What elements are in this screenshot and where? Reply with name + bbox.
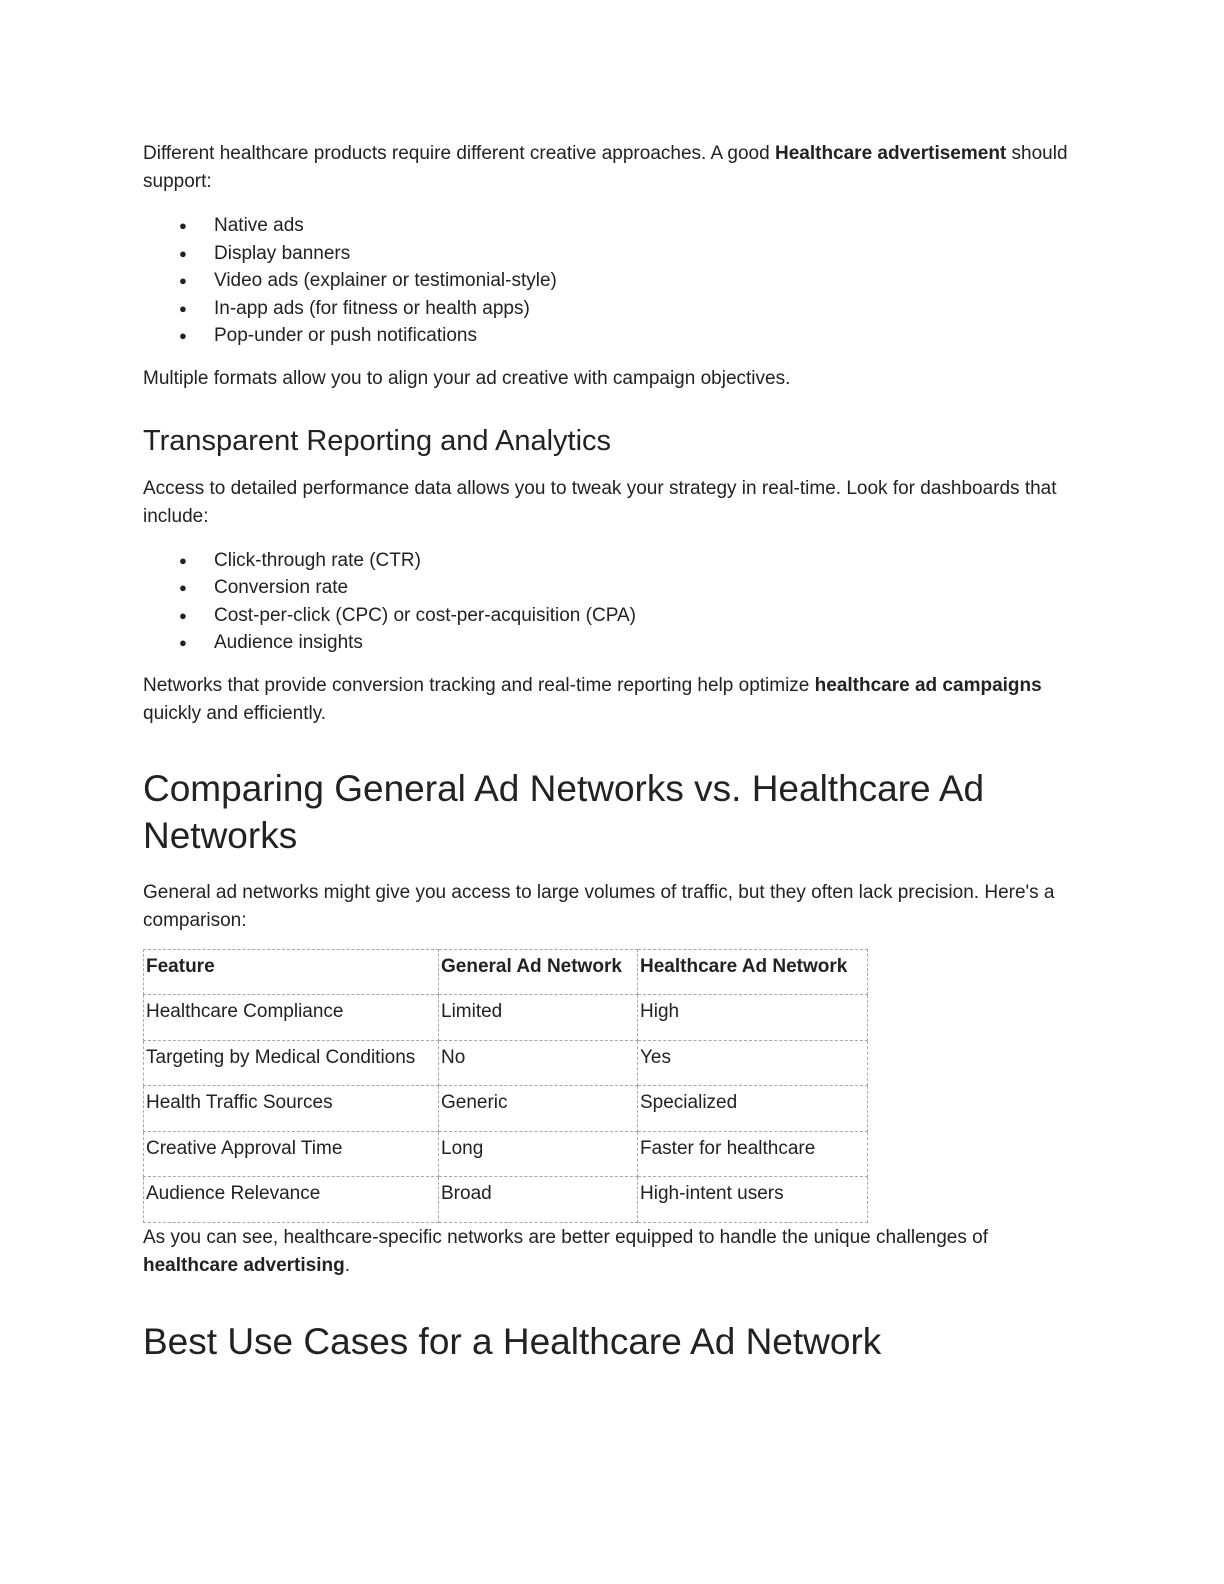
comparison-intro: General ad networks might give you access to large volumes of traffic, but they often lack precision. Here's a comparison: [143,881,1055,931]
list-item: ● Video ads (explainer or testimonial-style) [143,267,1083,295]
table-cell: Limited [439,995,638,1041]
table-header-healthcare: Healthcare Ad Network [638,949,868,995]
list-item: ● Display banners [143,240,1083,268]
intro-bold-term: Healthcare advertisement [774,143,1007,164]
table-cell: Audience Relevance [144,1177,439,1223]
table-row [144,1040,868,1086]
reporting-list [143,547,1083,657]
use-cases-heading: Best Use Cases for a Healthcare Ad Network [143,1320,882,1362]
comparison-heading: Comparing General Ad Networks vs. Healthcare Ad Networks [143,767,985,856]
table-cell: High-intent users [638,1177,868,1223]
table-cell: No [439,1040,638,1086]
table-row [144,1086,868,1132]
table-cell: Healthcare Compliance [144,995,439,1041]
comparison-bold-term: healthcare advertising [143,1254,345,1276]
comparison-table [143,949,868,1223]
reporting-heading: Transparent Reporting and Analytics [143,424,612,457]
list-item: ● Native ads [143,212,1083,240]
document-page [143,140,1083,1365]
table-cell: Targeting by Medical Conditions [144,1040,439,1086]
table-header-feature: Feature [144,949,439,995]
list-item: ● Pop-under or push notifications [143,322,1083,350]
table-cell: Specialized [638,1086,868,1132]
intro-paragraph: Different healthcare products require different creative approaches. A good Healthcare advertisement should support: [143,143,1068,192]
table-cell: Faster for healthcare [638,1131,868,1177]
table-cell: Generic [439,1086,638,1132]
reporting-bold-term: healthcare ad campaigns [814,674,1042,696]
formats-list [143,212,1083,350]
table-cell: Health Traffic Sources [144,1086,439,1132]
table-cell: Broad [439,1177,638,1223]
table-row [144,995,868,1041]
list-item: ● Conversion rate [143,574,1083,602]
list-item: ● Audience insights [143,629,1083,657]
table-cell: Long [439,1131,638,1177]
table-row [144,1177,868,1223]
table-cell: High [638,995,868,1041]
list-item: ● In-app ads (for fitness or health apps) [143,295,1083,323]
list-item: ● Cost-per-click (CPC) or cost-per-acquisition (CPA) [143,602,1083,630]
list-item: ● Click-through rate (CTR) [143,547,1083,575]
table-row [144,1131,868,1177]
reporting-intro: Access to detailed performance data allows you to tweak your strategy in real-time. Look for dashboards that include: [143,477,1057,527]
table-cell: Yes [638,1040,868,1086]
table-header-row [144,949,868,995]
reporting-outro: Networks that provide conversion tracking and real-time reporting help optimize healthcare ad campaigns quickly and efficiently. [143,674,1042,724]
table-header-general: General Ad Network [439,949,638,995]
comparison-outro: As you can see, healthcare-specific networks are better equipped to handle the unique challenges of healthcare advertising. [143,1226,988,1276]
formats-summary: Multiple formats allow you to align your ad creative with campaign objectives. [143,367,791,389]
table-cell: Creative Approval Time [144,1131,439,1177]
